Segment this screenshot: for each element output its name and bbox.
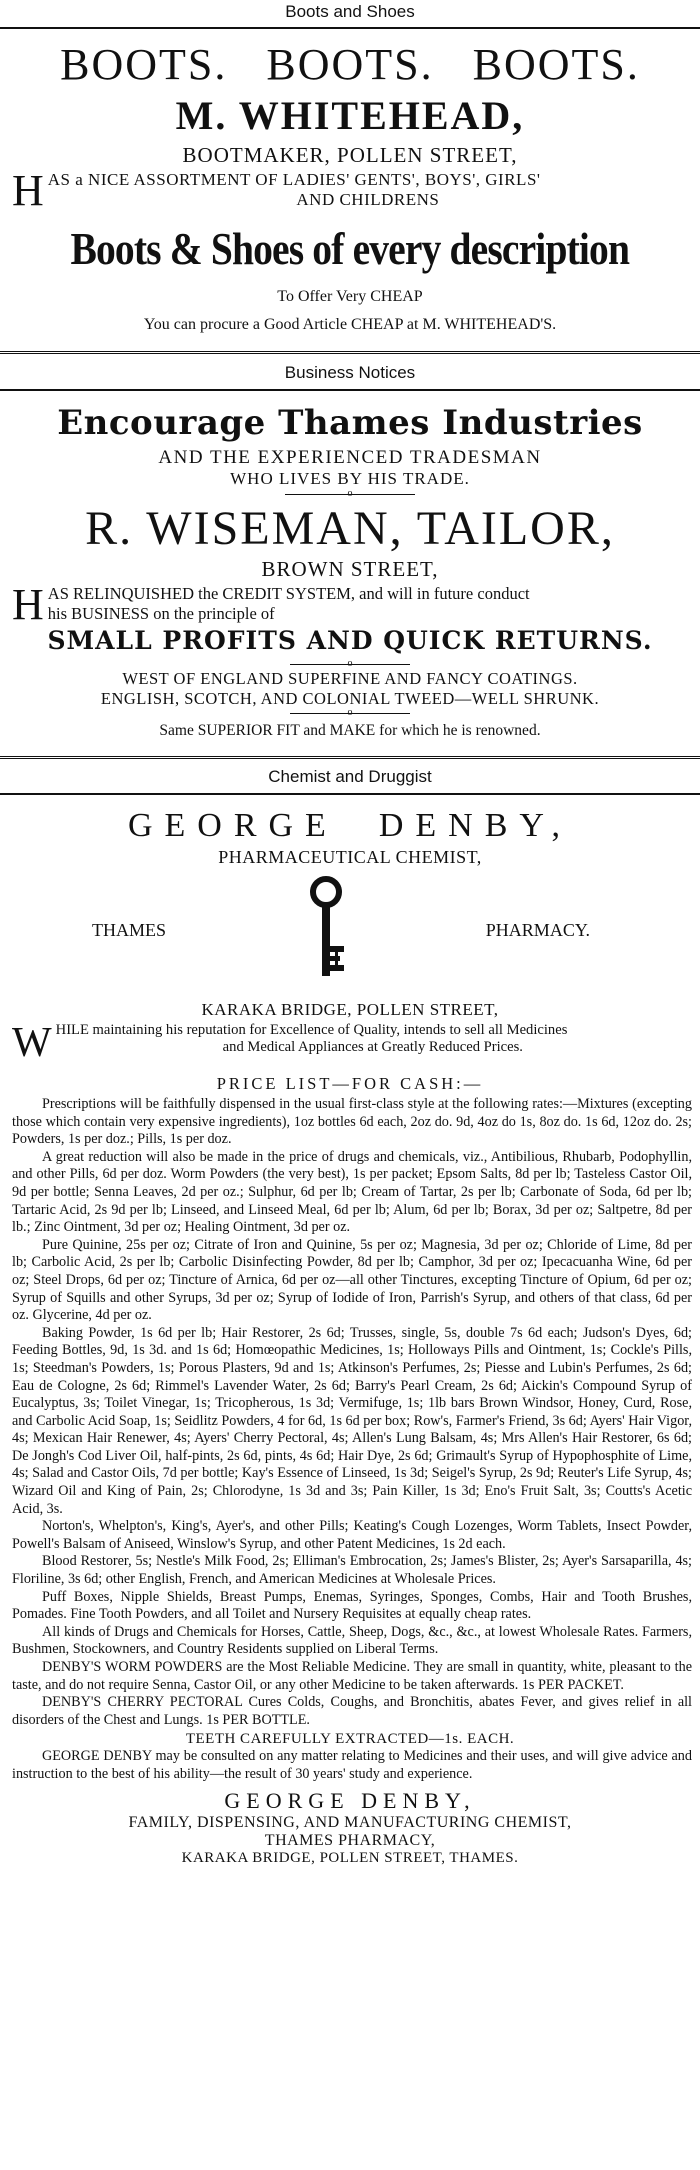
wiseman-closing: Same SUPERIOR FIT and MAKE for which he is renowned. (159, 722, 541, 739)
boots-display: Boots & Shoes of every description (70, 223, 630, 274)
pharmacy-word: PHARMACY. (485, 919, 590, 940)
consult-body (0, 1748, 700, 1783)
footer-line2: THAMES PHARMACY, (264, 1831, 436, 1849)
intro-line: AS RELINQUISHED the CREDIT SYSTEM, and will in future conduct (47, 584, 530, 603)
whitehead-trade: BOOTMAKER, POLLEN STREET, (182, 143, 518, 167)
footer-line1: FAMILY, DISPENSING, AND MANUFACTURING CHEMIST, (128, 1813, 572, 1831)
divider (0, 27, 700, 29)
denby-title: PHARMACEUTICAL CHEMIST, (218, 847, 482, 867)
ornament: o (347, 488, 353, 499)
ornament-rule (285, 494, 415, 495)
footer-line3: KARAKA BRIDGE, POLLEN STREET, THAMES. (181, 1849, 519, 1866)
footer-name: GEORGE DENBY, (224, 1787, 476, 1813)
encourage-sub1: AND THE EXPERIENCED TRADESMAN (158, 447, 542, 468)
encourage-headline: Encourage Thames Industries (57, 403, 643, 443)
denby-intro (0, 1020, 700, 1066)
encourage-sub2: WHO LIVES BY HIS TRADE. (230, 469, 470, 488)
denby-address: KARAKA BRIDGE, POLLEN STREET, (201, 1000, 499, 1019)
chemist-section-title: Chemist and Druggist (268, 767, 432, 786)
price-paragraph: Baking Powder, 1s 6d per lb; Hair Restorer, 2s 6d; Trusses, single, 5s, double 7s 6d each; Judson's Dyes, 6d; Feeding Bottles, 9d, 1s 3d. and 1s 6d; Homœopathic Medicines, 1s; Holloways Pills and Ointment, 1s; Cockle's Pills, 1s; Steedman's Powders, 1s; Porous Plasters, 9d and 1s; Atkinson's Perfumes, 2s; Piesse and Lubin's Perfumes, 2s 6d; Eau de Cologne, 2s 6d; Rimmel's Lavender Water, 2s 6d; Barry's Pearl Cream, 2s 6d; Aickin's Compound Syrup of Eucalyptus, 3s; Toilet Vinegar, 1s; Tricopherous, 1s 3d; Vermifuge, 1s; 1lb bars Brown Windsor, Honey, Curd, Rose, and Carbolic Acid Soap, 1s; Seidlitz Powders, 4 for 6d, 1s 6d per box; Row's, Farmer's Friend, 3s 6d; Ayers' Hair Vigor, 4s; Mexican Hair Renewer, 4s; Ayers' Cherry Pectoral, 4s; Allen's Lung Balsam, 4s; Mrs Allen's Hair Restorer, 6s 6d; De Jongh's Cod Liver Oil, half-pints, 2s 6d, pints, 4s 6d; Hair Dye, 2s 6d; Grimault's Syrup of Hypophosphite of Lime, 4s; Salad and Castor Oils, 7d per bottle; Kay's Essence of Linseed, 1s 3d; Seigel's Syrup, 2s 9d; Reuter's Life Syrup, 4s; Wizard Oil and King of Pain, 2s; Chlorodyne, 1s 3d and 3s; Pain Killer, 1s 3d; Eno's Fruit Salt, 3s; Coutts's Acetic Acid, 3s. (12, 1324, 692, 1517)
goods-line2: ENGLISH, SCOTCH, AND COLONIAL TWEED—WELL SHRUNK. (100, 689, 600, 708)
price-paragraph: DENBY'S CHERRY PECTORAL Cures Colds, Coughs, and Bronchitis, abates Fever, and gives relief in all disorders of the Chest and Lungs. 1s PER BOTTLE. (12, 1694, 692, 1728)
wiseman-street: BROWN STREET, (261, 557, 439, 581)
dropcap: H (12, 166, 44, 215)
price-paragraph: Norton's, Whelpton's, King's, Ayer's, and other Pills; Keating's Cough Lozenges, Worm Tablets, Insect Powder, Powell's Balsam of Aniseed, Winslow's Syrup, and other Patent Medicines, 1s 2d each. (12, 1518, 692, 1552)
price-paragraph: Blood Restorer, 5s; Nestle's Milk Food, 2s; Elliman's Embrocation, 2s; James's Blister, 2s; Ayer's Sarsaparilla, 4s; Floriline, 3s 6d; other English, French, and American Medicines at Wholesale Prices. (12, 1553, 692, 1588)
whitehead-name: M. WHITEHEAD, (175, 93, 525, 138)
key-icon (301, 876, 351, 985)
price-paragraph: Pure Quinine, 25s per oz; Citrate of Iron and Quinine, 5s per oz; Magnesia, 3d per oz; Chloride of Lime, 8d per lb; Carbolic Acid, 2s per lb; Carbolic Disinfecting Powder, 8d per lb; Camphor, 3d per oz; Ipecacuanha Wine, 6d per oz; Steel Drops, 6d per oz; Tincture of Arnica, 6d per oz—all other Tinctures, excepting Tincture of Opium, 6d per oz; Syrup of Squills and other Syrups, 3d per oz; Syrup of Iodide of Iron, Parrish's Syrup, and others of that class, 6d per oz. Glycerine, 4d per oz. (12, 1236, 692, 1324)
intro-line: AND CHILDRENS (296, 190, 440, 209)
ornament: o (347, 658, 353, 669)
consult-paragraph: GEORGE DENBY may be consulted on any matter relating to Medicines and their uses, and will give advice and instruction to the best of his ability—the result of 30 years' study and experience. (12, 1748, 692, 1782)
ornament-rule (290, 664, 410, 665)
price-paragraph: Puff Boxes, Nipple Shields, Breast Pumps, Enemas, Syringes, Sponges, Combs, Hair and Tooth Brushes, Pomades. Fine Tooth Powders, and all Toilet and Nursery Requisites at equally cheap rates. (12, 1588, 692, 1623)
divider (0, 793, 700, 795)
denby-name: GEORGE DENBY, (127, 807, 573, 844)
goods-line1: WEST OF ENGLAND SUPERFINE AND FANCY COATINGS. (122, 669, 578, 688)
price-paragraph: Prescriptions will be faithfully dispensed in the usual first-class style at the following rates:—Mixtures (excepting those which contain very expensive ingredients), 1oz bottles 6d each, 2oz do. 9d, 4oz do 1s, 8oz do. 1s 6d, 12oz do. 2s; Powders, 1s per doz.; Pills, 1s per doz. (12, 1096, 692, 1148)
boots-section-title: Boots and Shoes (285, 2, 415, 21)
key-row (0, 878, 700, 982)
business-section-title: Business Notices (284, 363, 416, 382)
dropcap: W (12, 1020, 52, 1066)
price-list-head: PRICE LIST—FOR CASH:— (216, 1074, 484, 1093)
ornament: o (347, 707, 353, 718)
boots-headline: BOOTS. BOOTS. BOOTS. (60, 40, 640, 89)
price-paragraph: All kinds of Drugs and Chemicals for Horses, Cattle, Sheep, Dogs, &c., &c., at lowest Wholesale Rates. Farmers, Bushmen, Stockowners, and Country Residents supplied on Liberal Terms. (12, 1623, 692, 1658)
wiseman-name: R. WISEMAN, TAILOR, (85, 502, 615, 555)
thames-word: THAMES (92, 919, 167, 940)
offer-line: To Offer Very CHEAP (277, 288, 423, 305)
whitehead-intro (0, 168, 700, 222)
ornament-rule (290, 713, 410, 714)
price-paragraph: A great reduction will also be made in the price of drugs and chemicals, viz., Antibilious, Rhubarb, Podophyllin, and other Pills, 6d per doz. Worm Powders (the very best), 1s per packet; Epsom Salts, 8d per lb; Tasteless Castor Oil, 9d per bottle; Senna Leaves, 2d per oz.; Sulphur, 6d per lb; Cream of Tartar, 2s per lb; Carbonate of Soda, 6d per lb; Tartaric Acid, 2s 9d per lb; Linseed, and Linseed Meal, 6d per lb; Alum, 6d per lb; Borax, 3d per oz; Saltpetre, 8d per lb.; Zinc Ointment, 3d per oz; Healing Ointment, 3d per oz. (12, 1148, 692, 1236)
price-list-body (0, 1096, 700, 1729)
divider (0, 389, 700, 391)
wiseman-intro (0, 580, 700, 629)
intro-line: HILE maintaining his reputation for Excellence of Quality, intends to sell all Medicines (55, 1022, 568, 1038)
teeth-line: TEETH CAREFULLY EXTRACTED—1s. EACH. (185, 1731, 515, 1748)
boots-display-wrap (0, 222, 700, 282)
intro-line: his BUSINESS on the principle of (47, 604, 275, 623)
price-paragraph: DENBY'S WORM POWDERS are the Most Reliable Medicine. They are small in quantity, white, pleasant to the taste, and do not require Senna, Castor Oil, or any other Medicine to be taken afterwards. 1s PER PACKET. (12, 1659, 692, 1693)
intro-line: AS a NICE ASSORTMENT OF LADIES' GENTS', BOYS', GIRLS' (47, 170, 541, 189)
procure-line: You can procure a Good Article CHEAP at M. WHITEHEAD'S. (143, 316, 557, 333)
dropcap: H (12, 580, 44, 629)
wiseman-motto: SMALL PROFITS AND QUICK RETURNS. (47, 626, 653, 655)
intro-line: and Medical Appliances at Greatly Reduced Prices. (222, 1039, 523, 1055)
